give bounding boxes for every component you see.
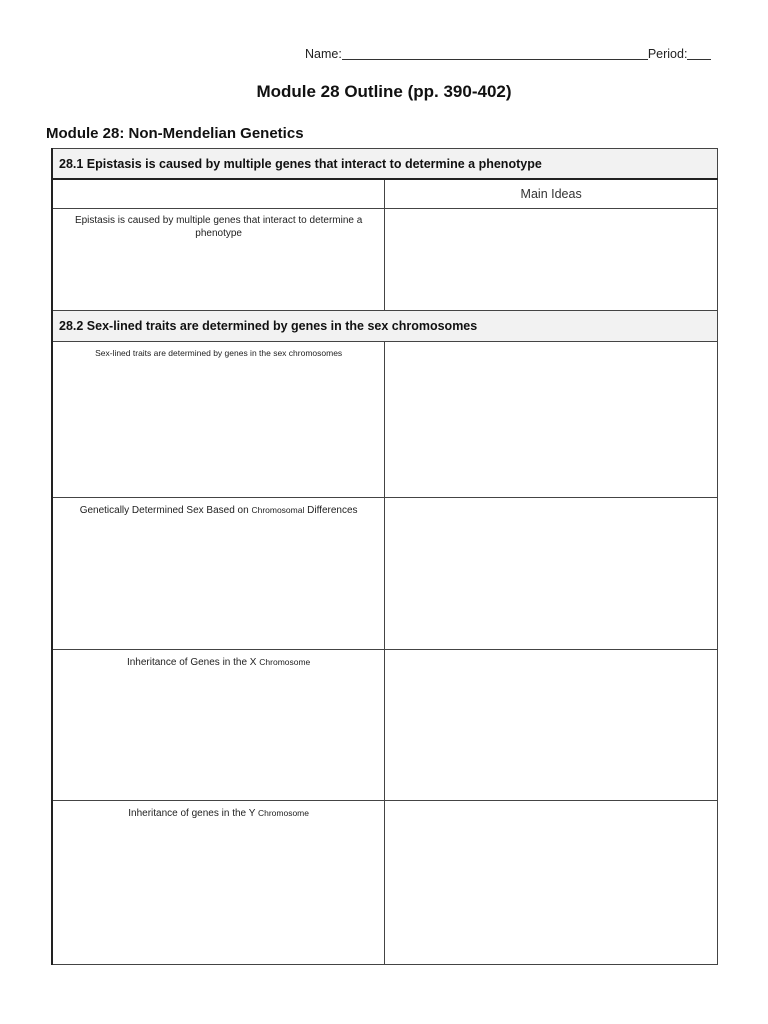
topic-cell bbox=[52, 650, 385, 801]
topic-y-inheritance bbox=[53, 801, 384, 821]
name-period-line bbox=[305, 47, 711, 61]
topic-text: Genetically Determined Sex Based on bbox=[79, 505, 249, 516]
topic-sex-linked-traits: Sex-lined traits are determined by genes in the sex chromosomes bbox=[95, 348, 343, 358]
topic-epistasis: Epistasis is caused by multiple genes that interact to determine a phenotype bbox=[74, 215, 363, 239]
topic-genetically-determined-sex bbox=[53, 498, 384, 518]
outline-table bbox=[51, 148, 718, 965]
notes-cell-x-chromosome[interactable] bbox=[385, 650, 718, 801]
page-title: Module 28 Outline (pp. 390-402) bbox=[256, 82, 512, 101]
topic-cell bbox=[52, 801, 385, 965]
name-label: Name: bbox=[305, 47, 342, 61]
notes-cell-genetic-sex[interactable] bbox=[385, 498, 718, 650]
table-row bbox=[52, 650, 718, 801]
section-heading-28-2: 28.2 Sex-lined traits are determined by genes in the sex chromosomes bbox=[52, 311, 718, 342]
section-heading-28-1: 28.1 Epistasis is caused by multiple genes that interact to determine a phenotype bbox=[52, 149, 718, 180]
header-row bbox=[52, 179, 718, 209]
table-row bbox=[52, 342, 718, 498]
topic-text-small: Chromosomal bbox=[251, 505, 305, 515]
topic-text-small: Chromosome bbox=[257, 808, 309, 818]
topic-text: Inheritance of genes in the Y bbox=[128, 808, 256, 819]
table-row bbox=[52, 801, 718, 965]
notes-cell-sex-linked[interactable] bbox=[385, 342, 718, 498]
section-heading-row bbox=[52, 149, 718, 180]
notes-cell-epistasis[interactable] bbox=[385, 209, 718, 311]
topic-cell bbox=[52, 498, 385, 650]
table-row bbox=[52, 498, 718, 650]
topic-cell bbox=[52, 209, 385, 311]
blank-header-cell bbox=[52, 179, 385, 209]
name-blank[interactable] bbox=[342, 58, 648, 60]
table-row bbox=[52, 209, 718, 311]
period-blank[interactable] bbox=[687, 58, 711, 60]
main-ideas-header: Main Ideas bbox=[385, 179, 718, 209]
topic-cell bbox=[52, 342, 385, 498]
period-label: Period: bbox=[647, 47, 688, 61]
topic-text: Differences bbox=[307, 505, 358, 516]
section-heading-row bbox=[52, 311, 718, 342]
topic-text-small: Chromosome bbox=[259, 657, 311, 667]
topic-x-inheritance bbox=[53, 650, 384, 670]
topic-text: Inheritance of Genes in the X bbox=[126, 657, 257, 668]
module-subtitle: Module 28: Non-Mendelian Genetics bbox=[46, 125, 304, 142]
notes-cell-y-chromosome[interactable] bbox=[385, 801, 718, 965]
